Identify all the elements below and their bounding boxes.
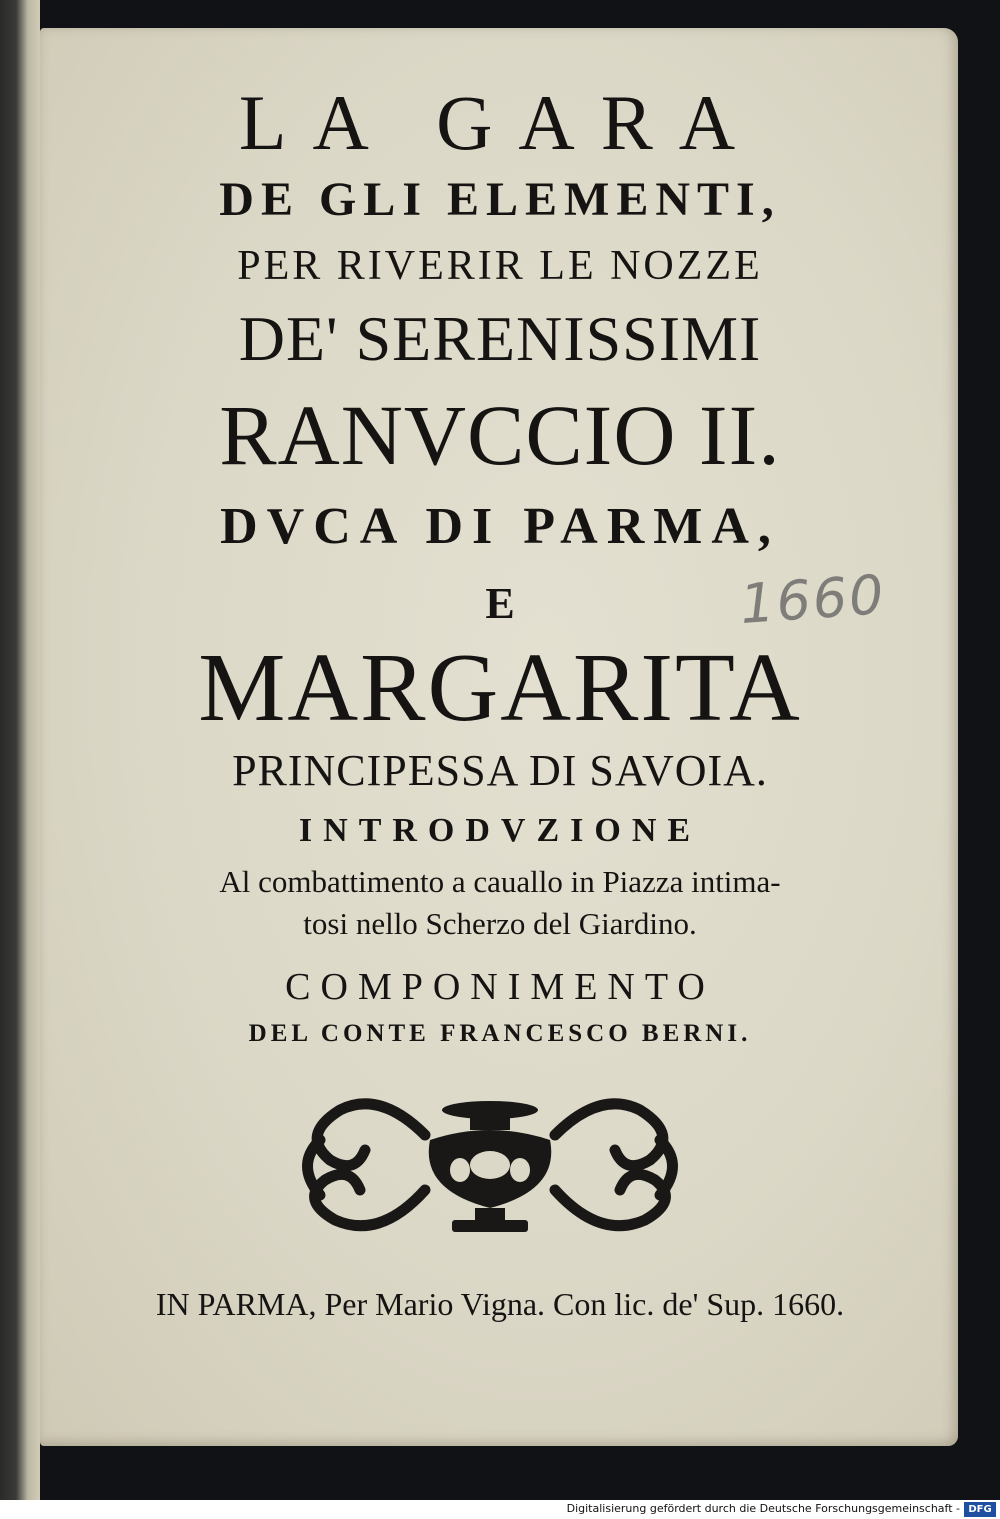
title-line-principessa: PRINCIPESSA DI SAVOIA. [232,746,768,795]
title-line-nozze: PER RIVERIR LE NOZZE [237,243,763,289]
woodcut-ornament-icon [280,1080,700,1250]
author-line: DEL CONTE FRANCESCO BERNI. [248,1020,752,1047]
imprint-line: IN PARMA, Per Mario Vigna. Con lic. de' Sup. 1660. [155,1286,845,1322]
introduction-text-line: Al combattimento a cauallo in Piazza intima- [219,864,781,899]
title-line-elementi: DE GLI ELEMENTI, [219,173,781,226]
title-line-la-gara: LA GARA [238,79,762,166]
introduction-heading: INTRODVZIONE [298,812,702,849]
title-line-serenissimi: DE' SERENISSIMI [238,303,762,374]
dfg-logo-icon: DFG [964,1502,996,1517]
digitization-footer [0,1500,1000,1519]
title-line-margarita: MARGARITA [198,634,802,742]
funding-credit: Digitalisierung gefördert durch die Deutsche Forschungsgemeinschaft - [566,1502,960,1515]
title-line-ranuccio: RANVCCIO II. [219,387,781,483]
introduction-text-line: tosi nello Scherzo del Giardino. [303,906,697,941]
title-line-e: E [485,579,515,628]
title-line-duca: DVCA DI PARMA, [220,498,780,555]
composition-heading: COMPONIMENTO [285,966,715,1008]
handwritten-year-note: 1660 [737,563,888,636]
